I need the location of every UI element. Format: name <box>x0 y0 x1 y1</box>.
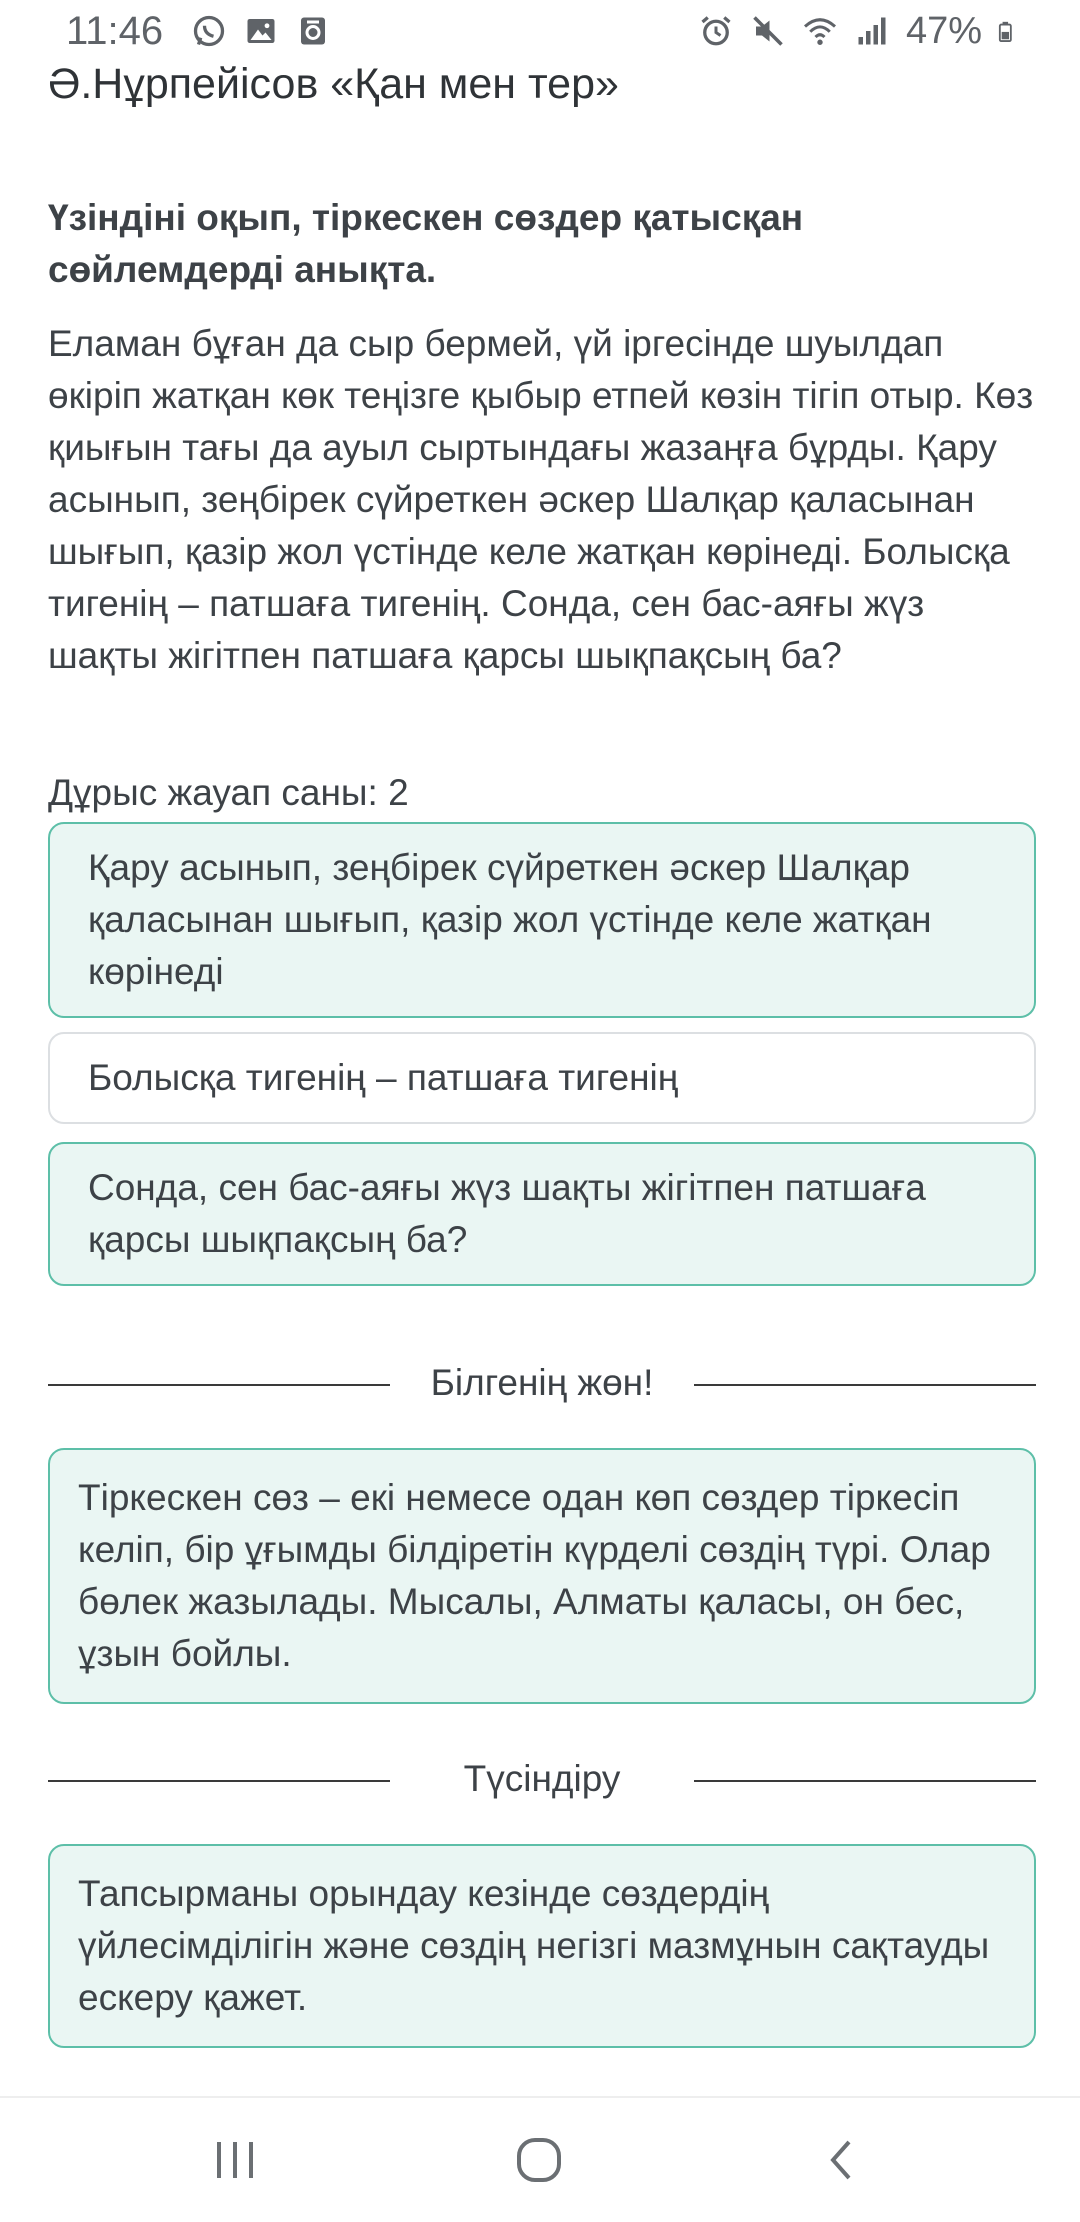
media-icon <box>295 13 331 49</box>
answer-option-2[interactable] <box>48 1032 1036 1124</box>
status-time: 11:46 <box>66 8 164 53</box>
status-bar <box>0 0 1080 62</box>
answer-count: Дұрыс жауап саны: 2 <box>48 772 409 813</box>
status-left <box>66 9 331 54</box>
wifi-icon <box>802 13 838 49</box>
image-icon <box>243 13 279 49</box>
answer-option-1[interactable] <box>48 822 1036 1018</box>
home-icon <box>514 2135 564 2185</box>
question-text: Үзіндіні оқып, тіркескен сөздер қатысқан сөйлемдерді анықта. <box>48 197 804 290</box>
info-heading: Білгенің жөн! <box>430 1362 654 1403</box>
explanation-text: Тапсырманы орындау кезінде сөздердің үйлесімділігін және сөздің негізгі мазмұнын сақтауды ескеру қажет. <box>78 1873 990 2018</box>
page-title: Ә.Нұрпейісов «Қан мен тер» <box>48 60 619 108</box>
answer-option-label: Сонда, сен бас-аяғы жүз шақты жігітпен патшаға қарсы шықпақсың ба? <box>88 1167 926 1260</box>
back-icon <box>821 2136 861 2184</box>
info-text: Тіркескен сөз – екі немесе одан көп сөздер тіркесіп келіп, бір ұғымды білдіретін күрделі сөздің түрі. Олар бөлек жазылады. Мысалы, Алматы қаласы, он бес, ұзын бойлы. <box>78 1477 991 1674</box>
whatsapp-icon <box>191 13 227 49</box>
recent-apps-icon <box>211 2138 259 2182</box>
passage-text: Еламан бұған да сыр бермей, үй іргесінде шуылдап өкіріп жатқан көк теңізге қыбыр етпей көзін тігіп отыр. Көз қиығын тағы да ауыл сыртындағы жазаңға бұрды. Қару асынып, зеңбірек сүйреткен әскер Шалқар қаласынан шығып, қазір жол үстінде келе жатқан көрінеді. Болысқа тигенің – патшаға тигенің. Сонда, сен бас-аяғы жүз шақты жігітпен патшаға қарсы шықпақсың ба? <box>48 323 1034 676</box>
answer-option-3[interactable] <box>48 1142 1036 1286</box>
navigation-bar <box>0 2096 1080 2222</box>
info-divider <box>48 1354 1036 1414</box>
recent-apps-button[interactable] <box>200 2128 270 2192</box>
alarm-icon <box>698 13 734 49</box>
home-button[interactable] <box>504 2128 574 2192</box>
explanation-box <box>48 1844 1036 2048</box>
answer-option-label: Қару асынып, зеңбірек сүйреткен әскер Шалқар қаласынан шығып, қазір жол үстінде келе жатқан көрінеді <box>88 847 932 992</box>
battery-icon <box>998 13 1020 49</box>
divider-line <box>694 1780 1036 1782</box>
explanation-heading: Түсіндіру <box>463 1758 621 1799</box>
answer-option-label: Болысқа тигенің – патшаға тигенің <box>88 1057 679 1098</box>
signal-icon <box>854 13 890 49</box>
info-box <box>48 1448 1036 1704</box>
back-button[interactable] <box>806 2128 876 2192</box>
status-right <box>698 10 1020 53</box>
divider-line <box>694 1384 1036 1386</box>
mute-icon <box>750 13 786 49</box>
explanation-divider <box>48 1750 1036 1810</box>
battery-percent: 47% <box>905 9 982 52</box>
